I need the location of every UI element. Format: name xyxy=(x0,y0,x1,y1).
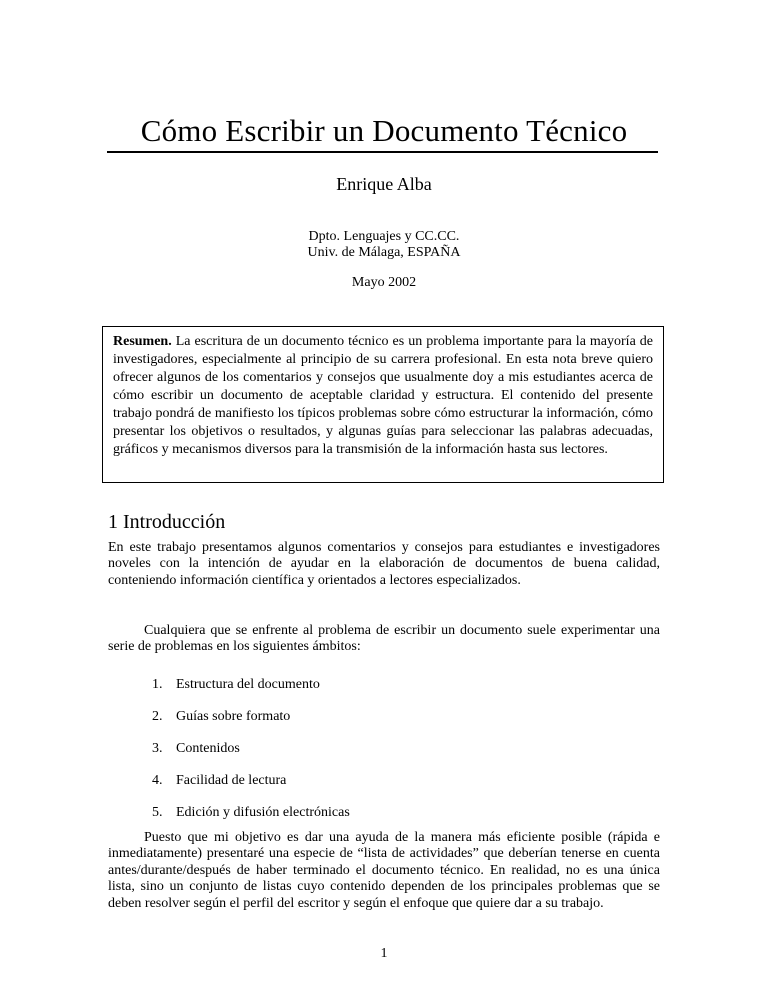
list-item-text: Guías sobre formato xyxy=(176,709,291,724)
list-item-text: Estructura del documento xyxy=(176,677,320,692)
affiliation-university: Univ. de Málaga, ESPAÑA xyxy=(307,245,461,260)
section-heading: 1 Introducción xyxy=(108,511,226,533)
abstract-label: Resumen. xyxy=(113,334,172,349)
list-item xyxy=(152,741,240,757)
list-item-text: Contenidos xyxy=(176,741,240,756)
list-item-number: 4. xyxy=(152,773,163,788)
list-item-number: 5. xyxy=(152,805,163,820)
intro-paragraph-3: Puesto que mi objetivo es dar una ayuda de la manera más eficiente posible (rápida e inmediatamente) presentaré una especie de “lista de actividades” que deberían tenerse en cuenta antes/durante/después de haber terminado el documento técnico. En realidad, no es una única lista, sino un conjunto de listas cuyo contenido dependen de los principales problemas que se deben resolver según el perfil del escritor y según el enfoque que quiere dar a su trabajo. xyxy=(108,830,660,911)
publication-date: Mayo 2002 xyxy=(351,275,417,290)
list-item-text: Facilidad de lectura xyxy=(176,773,287,788)
list-item xyxy=(152,677,320,693)
abstract-text: La escritura de un documento técnico es un problema importante para la mayoría de investigadores, especialmente al principio de su carrera profesional. En esta nota breve quiero ofrecer algunos de los comentarios y consejos que usualmente doy a mis estudiantes acerca de cómo escribir un documento de aceptable claridad y estructura. El contenido del presente trabajo pondrá de manifiesto los típicos problemas sobre cómo estructurar la información, cómo presentar los objetivos o resultados, y algunas guías para seleccionar las palabras adecuadas, gráficos y mecanismos diversos para la transmisión de la información hasta sus lectores. xyxy=(113,334,653,457)
intro-paragraph-2: Cualquiera que se enfrente al problema de escribir un documento suele experimentar una serie de problemas en los siguientes ámbitos: xyxy=(108,623,660,655)
affiliation-department: Dpto. Lenguajes y CC.CC. xyxy=(308,229,460,244)
list-item xyxy=(152,773,286,789)
abstract-box xyxy=(102,326,664,483)
document-title: Cómo Escribir un Documento Técnico xyxy=(140,113,628,148)
list-item-number: 1. xyxy=(152,677,163,692)
author-name: Enrique Alba xyxy=(336,174,432,194)
title-rule xyxy=(107,151,658,153)
list-item-text: Edición y difusión electrónicas xyxy=(176,805,350,820)
list-item-number: 3. xyxy=(152,741,163,756)
intro-paragraph-1: En este trabajo presentamos algunos comentarios y consejos para estudiantes e investigadores noveles con la intención de ayudar en la elaboración de documentos de buena calidad, conteniendo información científica y orientados a lectores especializados. xyxy=(108,540,660,588)
list-item xyxy=(152,709,290,725)
list-item-number: 2. xyxy=(152,709,163,724)
list-item xyxy=(152,805,350,821)
page-number: 1 xyxy=(380,946,388,961)
